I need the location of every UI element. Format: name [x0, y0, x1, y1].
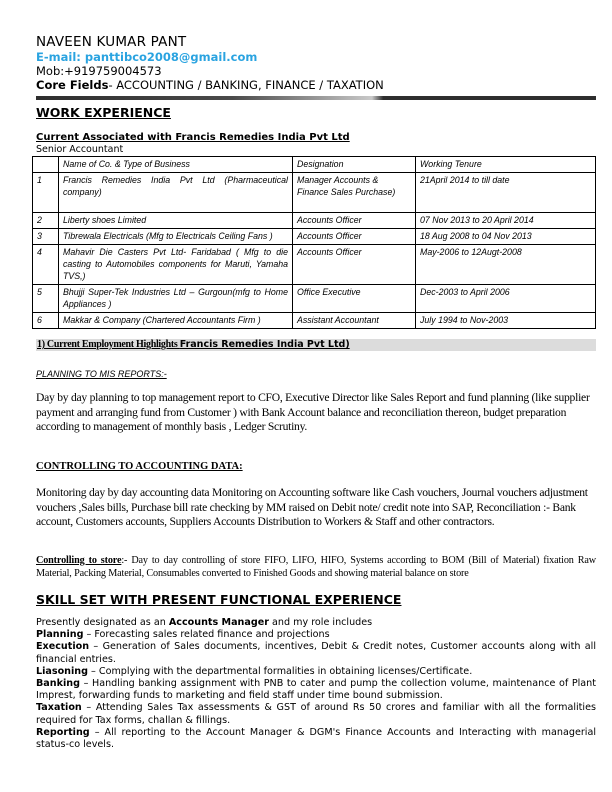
planning-paragraph: Day by day planning to top management report to CFO, Executive Director like Sales Report and fund planning (like supplier payment and arranging fund from Customer ) with Bank Account balance and reconciliation thereon, budget preparation according to management of monthly basis , Ledger Scrutiny.: [36, 391, 590, 433]
row-company: Liberty shoes Limited: [59, 213, 293, 229]
row-tenure: July 1994 to Nov-2003: [416, 313, 596, 329]
row-company: Makkar & Company (Chartered Accountants Firm ): [59, 313, 293, 329]
row-tenure: May-2006 to 12Augt-2008: [416, 245, 596, 285]
skills-intro: [36, 617, 596, 629]
skills-intro-designation: Accounts Manager: [168, 617, 269, 628]
skill-label: Taxation: [36, 702, 82, 714]
row-number: 1: [33, 173, 59, 213]
row-company: Tibrewala Electricals (Mfg to Electricals Ceiling Fans ): [59, 229, 293, 245]
skill-item: [36, 629, 596, 641]
table-row: [33, 285, 596, 313]
row-number: 4: [33, 245, 59, 285]
core-fields: [36, 78, 384, 92]
row-tenure: 21April 2014 to till date: [416, 173, 596, 213]
row-tenure: 18 Aug 2008 to 04 Nov 2013: [416, 229, 596, 245]
core-fields-label: Core Fields: [36, 78, 109, 92]
row-designation: Assistant Accountant: [293, 313, 416, 329]
core-fields-value: - ACCOUNTING / BANKING, FINANCE / TAXATION: [108, 78, 384, 92]
header-divider: [36, 96, 596, 100]
row-designation: Accounts Officer: [293, 245, 416, 285]
row-tenure: 07 Nov 2013 to 20 April 2014: [416, 213, 596, 229]
row-company: Bhujji Super-Tek Industries Ltd – Gurgoun(mfg to Home Appliances ): [59, 285, 293, 313]
skill-item: [36, 727, 596, 751]
table-row: [33, 313, 596, 329]
highlights-banner-title: [37, 339, 350, 351]
row-designation: Manager Accounts & Finance Sales Purchase): [293, 173, 416, 213]
skill-label: Planning: [36, 629, 84, 641]
current-role: Senior Accountant: [36, 144, 124, 155]
row-company: Francis Remedies India Pvt Ltd (Pharmaceutical company): [59, 173, 293, 213]
skill-item: [36, 678, 596, 702]
work-experience-table: [32, 156, 596, 329]
skills-title: SKILL SET WITH PRESENT FUNCTIONAL EXPERIENCE: [36, 592, 402, 607]
row-number: 2: [33, 213, 59, 229]
skills-intro-pre: Presently designated as an: [36, 617, 169, 628]
skill-text: – Handling banking assignment with PNB to cater and pump the collection volume, maintenance of Plant Imprest, forwarding funds to marketing and field staff under time bound submission.: [36, 678, 596, 702]
skill-item: [36, 702, 596, 726]
skill-label: Reporting: [36, 726, 90, 738]
table-row: [33, 213, 596, 229]
row-company: Mahavir Die Casters Pvt Ltd- Faridabad ( Mfg to die casting to Automobiles components for Maruti, Yamaha TVS,): [59, 245, 293, 285]
skill-text: – Forecasting sales related finance and projections: [83, 629, 330, 641]
skill-text: – Complying with the departmental formalities in obtaining licenses/Certificate.: [88, 665, 473, 677]
planning-heading: PLANNING TO MIS REPORTS:-: [36, 369, 167, 379]
skill-item: [36, 641, 596, 665]
highlights-banner-part1: 1) Current Employment Highlights: [37, 339, 180, 350]
current-associated-heading: Current Associated with Francis Remedies India Pvt Ltd: [36, 132, 350, 143]
controlling-paragraph: Monitoring day by day accounting data Monitoring on Accounting software like Cash vouchers, Journal vouchers adjustment vouchers ,Sales bills, Purchase bill rate checking by MM raised on Debit note/ credit note into SAP, Reconciliation :- Bank account, Customers accounts, Suppliers Accounts Distribution to Workers & Staff and other contractors.: [36, 486, 588, 528]
skill-label: Execution: [36, 641, 90, 653]
table-header-tenure: Working Tenure: [416, 157, 596, 173]
highlights-banner-part2: Francis Remedies India Pvt Ltd): [179, 339, 350, 350]
table-row: [33, 229, 596, 245]
skill-text: – Attending Sales Tax assessments & GST of around Rs 50 crores and familiar with all the formalities required for Tax forms, challan & fillings.: [36, 702, 596, 726]
skill-label: Liasoning: [36, 665, 88, 677]
row-tenure: Dec-2003 to April 2006: [416, 285, 596, 313]
table-row: [33, 173, 596, 213]
row-number: 6: [33, 313, 59, 329]
row-designation: Accounts Officer: [293, 229, 416, 245]
candidate-name: NAVEEN KUMAR PANT: [36, 34, 187, 50]
table-header-row: [33, 157, 596, 173]
table-header-no: [33, 157, 59, 173]
row-designation: Office Executive: [293, 285, 416, 313]
mobile-number: Mob:+919759004573: [36, 64, 162, 78]
store-paragraph: [36, 554, 596, 580]
skills-list: [36, 617, 596, 751]
controlling-heading: CONTROLLING TO ACCOUNTING DATA:: [36, 461, 243, 472]
table-header-designation: Designation: [293, 157, 416, 173]
skill-text: – All reporting to the Account Manager & DGM's Finance Accounts and Interacting with managerial status-co levels.: [36, 726, 596, 751]
email-link[interactable]: E-mail: panttibco2008@gmail.com: [36, 50, 258, 64]
table-row: [33, 245, 596, 285]
skill-item: [36, 666, 596, 678]
table-header-company: Name of Co. & Type of Business: [59, 157, 293, 173]
work-experience-title: WORK EXPERIENCE: [36, 105, 171, 120]
row-number: 5: [33, 285, 59, 313]
row-number: 3: [33, 229, 59, 245]
row-designation: Accounts Officer: [293, 213, 416, 229]
skill-text: – Generation of Sales documents, incentives, Debit & Credit notes, Customer accounts along with all financial entries.: [36, 641, 596, 665]
skills-intro-post: and my role includes: [268, 617, 373, 628]
store-label: Controlling to store: [36, 555, 122, 566]
skill-label: Banking: [36, 678, 80, 690]
store-text: :- Day to day controlling of store FIFO, LIFO, HIFO, Systems according to BOM (Bill of Material) fixation Raw Material, Packing Material, Consumables converted to Finished Goods and showing material balance on store: [36, 555, 596, 579]
